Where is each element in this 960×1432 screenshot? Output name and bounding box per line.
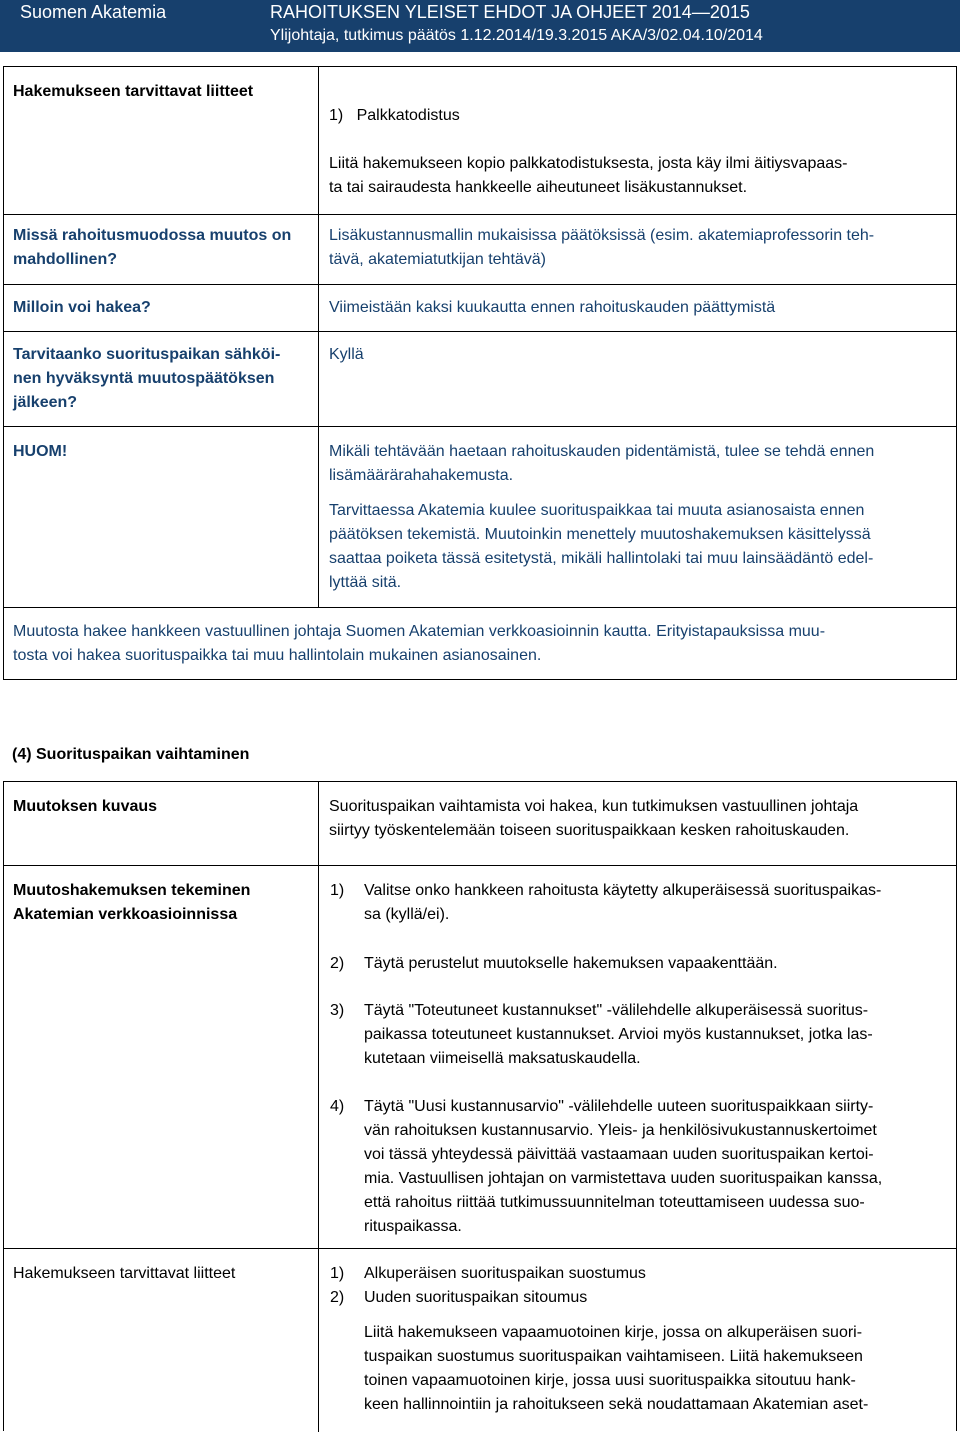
step-text: sa (kyllä/ei).: [364, 906, 450, 923]
note-text: päätöksen tekemistä. Muutoinkin menettely muutoshakemuksen käsittelyssä: [329, 526, 871, 543]
attachment-note: toinen vapaamuotoinen kirje, jossa uusi suorituspaikka sitoutuu hank-: [364, 1372, 856, 1389]
organization-name: Suomen Akatemia: [20, 2, 167, 22]
row-divider: [4, 607, 956, 608]
approval-label: nen hyväksyntä muutospäätöksen: [13, 370, 275, 387]
note-text: saattaa poiketa tässä esitetystä, mikäli hallintolaki tai muu lainsäädäntö edel-: [329, 550, 874, 567]
attachments-label: Hakemukseen tarvittavat liitteet: [13, 1265, 236, 1282]
attachment-text: Alkuperäisen suorituspaikan suostumus: [364, 1265, 646, 1282]
step-text: Täytä "Toteutuneet kustannukset" -välilehdelle alkuperäisessä suoritus-: [364, 1002, 869, 1019]
document-subtitle: Ylijohtaja, tutkimus päätös 1.12.2014/19.3.2015 AKA/3/02.04.10/2014: [270, 27, 763, 44]
approval-label: jälkeen?: [13, 394, 78, 411]
attachment-note-line: ta tai sairaudesta hankkeelle aiheutuneet lisäkustannukset.: [329, 179, 748, 196]
document-header: [0, 0, 960, 52]
attachment-number: 1): [330, 1265, 345, 1282]
attachments-label: Hakemukseen tarvittavat liitteet: [13, 83, 254, 100]
funding-type-label: mahdollinen?: [13, 251, 117, 268]
process-label: Akatemian verkkoasioinnissa: [13, 906, 238, 923]
document-title: RAHOITUKSEN YLEISET EHDOT JA OHJEET 2014—2015: [270, 2, 750, 22]
note-text: lisämäärärahahakemusta.: [329, 467, 514, 484]
description-text: siirtyy työskentelemään toiseen suorituspaikkaan kesken rahoituskauden.: [329, 822, 850, 839]
table-footer-text: Muutosta hakee hankkeen vastuullinen johtaja Suomen Akatemian verkkoasioinnin kautta. Erityistapauksissa muu-: [13, 623, 826, 640]
step-text: Valitse onko hankkeen rahoitusta käytetty alkuperäisessä suorituspaikas-: [364, 882, 882, 899]
site-change-table: [3, 781, 957, 1431]
description-text: Suorituspaikan vaihtamista voi hakea, kun tutkimuksen vastuullinen johtaja: [329, 798, 859, 815]
step-text: voi tässä yhteydessä päivittää vastaamaan uuden suorituspaikan kertoi-: [364, 1146, 874, 1163]
change-info-table: [3, 66, 957, 680]
funding-type-value: tävä, akatemiatutkijan tehtävä): [329, 251, 547, 268]
column-divider: [318, 67, 319, 607]
attachment-note: Liitä hakemukseen vapaamuotoinen kirje, jossa on alkuperäisen suori-: [364, 1324, 863, 1341]
row-divider: [4, 426, 956, 427]
note-text: Mikäli tehtävään haetaan rahoituskauden pidentämistä, tulee se tehdä ennen: [329, 443, 875, 460]
row-divider: [4, 214, 956, 215]
table-footer-text: tosta voi hakea suorituspaikka tai muu hallintolain mukainen asianosainen.: [13, 647, 542, 664]
step-text: rituspaikassa.: [364, 1218, 462, 1235]
approval-label: Tarvitaanko suorituspaikan sähköi-: [13, 346, 281, 363]
section-heading: (4) Suorituspaikan vaihtaminen: [12, 746, 250, 763]
funding-type-value: Lisäkustannusmallin mukaisissa päätöksissä (esim. akatemiaprofessorin teh-: [329, 227, 875, 244]
row-divider: [4, 865, 956, 866]
attachment-text: Uuden suorituspaikan sitoumus: [364, 1289, 588, 1306]
note-text: Tarvittaessa Akatemia kuulee suorituspaikkaa tai muuta asianosaista ennen: [329, 502, 865, 519]
step-text: vän rahoituksen kustannusarvio. Yleis- ja henkilösivukustannuskertoimet: [364, 1122, 877, 1139]
attachment-number: 2): [330, 1289, 345, 1306]
attachment-note-line: Liitä hakemukseen kopio palkkatodistuksesta, josta käy ilmi äitiysvapaas-: [329, 155, 848, 172]
step-text: Täytä "Uusi kustannusarvio" -välilehdelle uuteen suorituspaikkaan siirty-: [364, 1098, 874, 1115]
attachment-note: keen hallinnointiin ja rahoitukseen sekä noudattamaan Akatemian aset-: [364, 1396, 869, 1413]
note-text: lyttää sitä.: [329, 574, 402, 591]
column-divider: [318, 782, 319, 1432]
when-to-apply-value: Viimeistään kaksi kuukautta ennen rahoituskauden päättymistä: [329, 299, 776, 316]
row-divider: [4, 331, 956, 332]
step-number: 2): [330, 955, 345, 972]
row-divider: [4, 284, 956, 285]
funding-type-label: Missä rahoitusmuodossa muutos on: [13, 227, 292, 244]
step-text: paikassa toteutuneet kustannukset. Arvioi myös kustannukset, jotka las-: [364, 1026, 873, 1043]
attachment-note: tuspaikan suostumus suorituspaikan vaihtamiseen. Liitä hakemukseen: [364, 1348, 863, 1365]
description-label: Muutoksen kuvaus: [13, 798, 158, 815]
step-number: 4): [330, 1098, 345, 1115]
step-text: että rahoitus riittää tutkimussuunnitelman toteuttamiseen uudessa suo-: [364, 1194, 865, 1211]
step-text: Täytä perustelut muutokselle hakemuksen vapaakenttään.: [364, 955, 778, 972]
process-label: Muutoshakemuksen tekeminen: [13, 882, 251, 899]
note-label: HUOM!: [13, 443, 68, 460]
approval-value: Kyllä: [329, 346, 364, 363]
row-divider: [4, 1248, 956, 1249]
attachment-item: 1) Palkkatodistus: [329, 107, 460, 124]
step-number: 3): [330, 1002, 345, 1019]
when-to-apply-label: Milloin voi hakea?: [13, 299, 151, 316]
step-text: kutetaan viimeisellä maksatuskaudella.: [364, 1050, 641, 1067]
step-number: 1): [330, 882, 345, 899]
step-text: mia. Vastuullisen johtajan on varmistettava uuden suorituspaikan kanssa,: [364, 1170, 883, 1187]
